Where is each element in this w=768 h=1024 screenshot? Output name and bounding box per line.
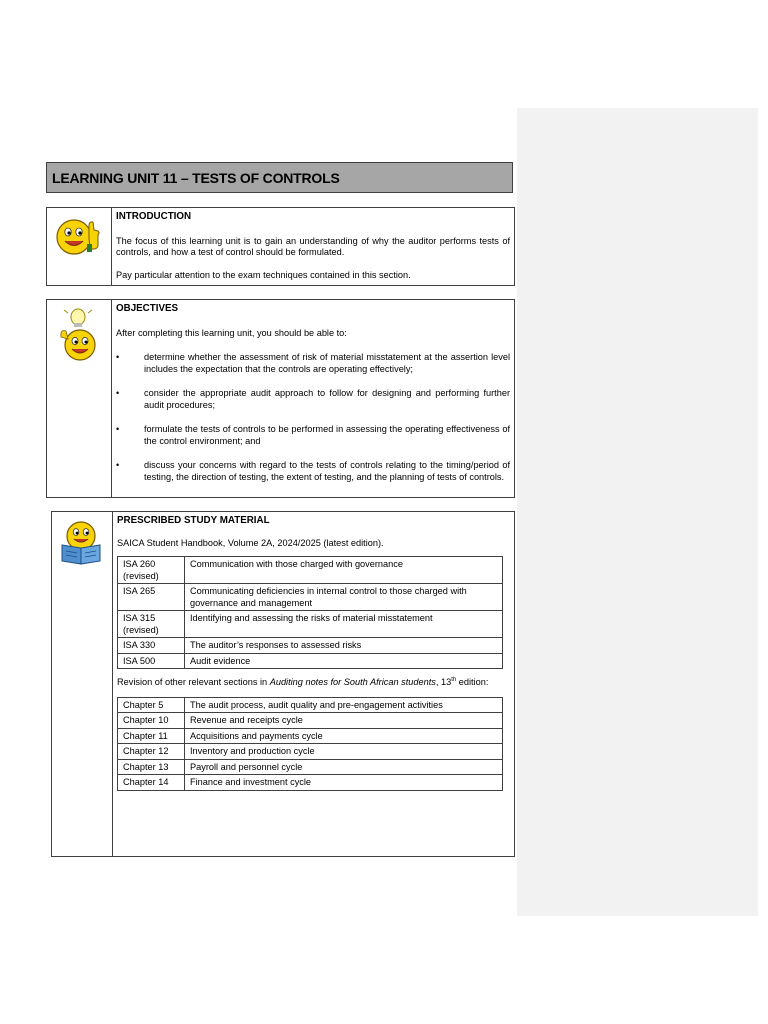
bullet: •	[116, 388, 120, 398]
table-row	[118, 759, 503, 775]
introduction-title: INTRODUCTION	[116, 211, 192, 222]
bullet: •	[116, 424, 120, 434]
smiley-thumbs-up-icon	[54, 214, 102, 256]
chapter-description: Acquisitions and payments cycle	[185, 728, 503, 744]
standard-description: Audit evidence	[185, 653, 503, 669]
unit-title: LEARNING UNIT 11 – TESTS OF CONTROLS	[52, 169, 340, 186]
objectives-lead: After completing this learning unit, you should be able to:	[116, 327, 347, 338]
chapter-code: Chapter 10	[118, 713, 185, 729]
comment-pane	[517, 108, 758, 916]
chapter-code: Chapter 11	[118, 728, 185, 744]
standard-description: The auditor’s responses to assessed risks	[185, 638, 503, 654]
introduction-paragraph: Pay particular attention to the exam techniques contained in this section.	[116, 269, 411, 280]
objectives-icon-cell	[47, 300, 112, 497]
table-row	[118, 744, 503, 760]
bullet: •	[116, 352, 120, 362]
standard-code: ISA 260 (revised)	[118, 557, 185, 584]
study-material-box	[51, 511, 515, 857]
objective-text: determine whether the assessment of risk of material misstatement at the assertion level includes the expectation that the controls are operating effectively;	[144, 352, 510, 374]
chapter-code: Chapter 5	[118, 697, 185, 713]
objective-item	[116, 424, 510, 447]
objectives-title: OBJECTIVES	[116, 303, 179, 314]
study-material-lead: SAICA Student Handbook, Volume 2A, 2024/2025 (latest edition).	[117, 537, 384, 548]
smiley-reading-book-icon	[59, 519, 105, 565]
revision-book-title: Auditing notes for South African students	[269, 677, 436, 687]
chapter-code: Chapter 14	[118, 775, 185, 791]
standard-description: Communicating deficiencies in internal control to those charged with governance and management	[185, 584, 503, 611]
table-row	[118, 557, 503, 584]
study-material-content	[113, 512, 514, 856]
table-row	[118, 638, 503, 654]
standard-code: ISA 330	[118, 638, 185, 654]
table-row	[118, 611, 503, 638]
smiley-lightbulb-icon	[56, 307, 100, 363]
table-row	[118, 653, 503, 669]
chapters-table	[117, 697, 503, 791]
revision-edition: , 13	[435, 677, 452, 687]
standard-code: ISA 315 (revised)	[118, 611, 185, 638]
revision-note-end: edition:	[456, 677, 489, 687]
objectives-list	[116, 352, 510, 483]
objective-item	[116, 352, 510, 375]
standard-code: ISA 500	[118, 653, 185, 669]
revision-edition-suffix: th	[451, 676, 457, 683]
chapter-description: Finance and investment cycle	[185, 775, 503, 791]
revision-note	[117, 677, 510, 689]
table-row	[118, 697, 503, 713]
introduction-icon-cell	[47, 208, 112, 285]
introduction-content	[112, 208, 514, 285]
chapter-code: Chapter 13	[118, 759, 185, 775]
introduction-paragraph: The focus of this learning unit is to gain an understanding of why the auditor performs tests of controls, and how a test of control should be formulated.	[116, 235, 510, 257]
chapter-description: The audit process, audit quality and pre-engagement activities	[185, 697, 503, 713]
table-row	[118, 584, 503, 611]
revision-note-prefix: Revision of other relevant sections in	[117, 677, 270, 687]
standard-code: ISA 265	[118, 584, 185, 611]
standard-description: Communication with those charged with governance	[185, 557, 503, 584]
study-material-title: PRESCRIBED STUDY MATERIAL	[117, 515, 270, 526]
unit-title-bar	[46, 162, 513, 193]
study-material-icon-cell	[52, 512, 113, 856]
introduction-box	[46, 207, 515, 286]
chapter-description: Inventory and production cycle	[185, 744, 503, 760]
chapter-description: Revenue and receipts cycle	[185, 713, 503, 729]
table-row	[118, 713, 503, 729]
standard-description: Identifying and assessing the risks of material misstatement	[185, 611, 503, 638]
table-row	[118, 775, 503, 791]
objective-text: formulate the tests of controls to be performed in assessing the operating effectiveness of the control environment; and	[144, 424, 510, 446]
table-row	[118, 728, 503, 744]
objective-text: discuss your concerns with regard to the tests of controls relating to the timing/period of testing, the direction of testing, the extent of testing, and the planning of tests of controls.	[144, 460, 510, 482]
objective-item	[116, 388, 510, 411]
bullet: •	[116, 460, 120, 470]
standards-table	[117, 556, 503, 669]
chapter-code: Chapter 12	[118, 744, 185, 760]
objective-item	[116, 460, 510, 483]
chapter-description: Payroll and personnel cycle	[185, 759, 503, 775]
objectives-content	[112, 300, 514, 497]
objective-text: consider the appropriate audit approach to follow for designing and performing further audit procedures;	[144, 388, 510, 410]
objectives-box	[46, 299, 515, 498]
